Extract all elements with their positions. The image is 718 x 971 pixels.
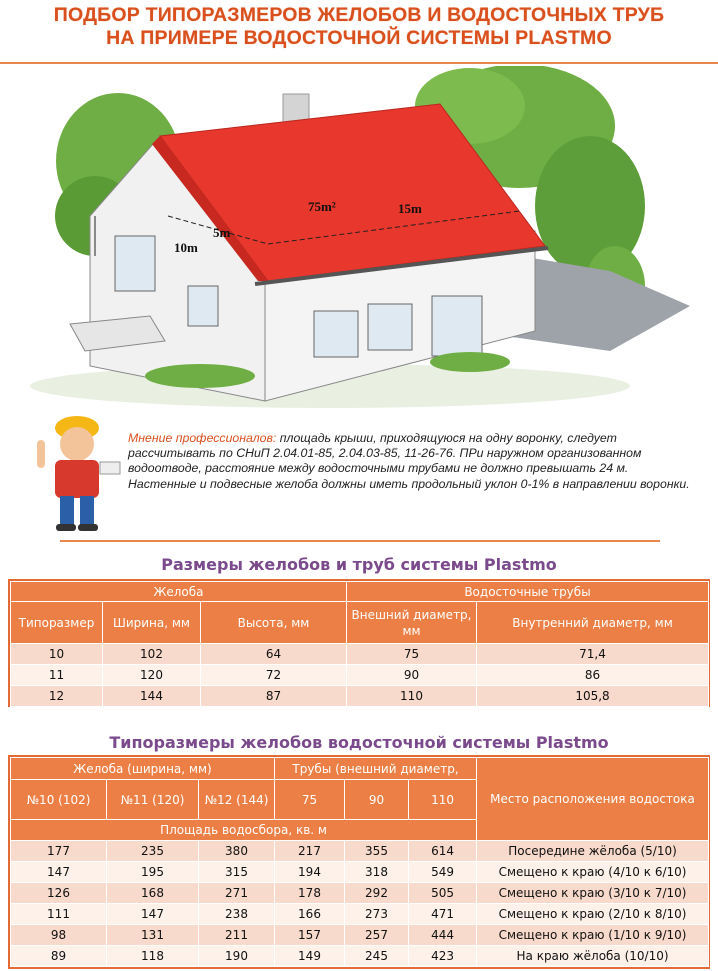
table-cell: 126 — [11, 883, 107, 904]
table-cell: 105,8 — [477, 686, 709, 707]
table2-location-header: Место расположения водостока — [477, 758, 709, 841]
table-cell: 235 — [107, 841, 199, 862]
table-cell: 166 — [275, 904, 345, 925]
table-cell: 110 — [347, 686, 477, 707]
table-cell: 217 — [275, 841, 345, 862]
table-row — [11, 841, 709, 862]
table2-group-pipe: Трубы (внешний диаметр, — [275, 758, 477, 780]
table-cell: Смещено к краю (4/10 к 6/10) — [477, 862, 709, 883]
table-row — [11, 925, 709, 946]
table2-header: №11 (120) — [107, 780, 199, 820]
title-line-1: ПОДБОР ТИПОРАЗМЕРОВ ЖЕЛОБОВ И ВОДОСТОЧНЫХ ТРУБ — [53, 4, 665, 26]
table-row — [11, 644, 709, 665]
table-cell: 118 — [107, 946, 199, 967]
table-cell: 380 — [199, 841, 275, 862]
table-cell: 273 — [345, 904, 409, 925]
table-cell: 292 — [345, 883, 409, 904]
table-cell: 423 — [409, 946, 477, 967]
table1-group-gutter: Желоба — [11, 582, 347, 602]
table-cell: 12 — [11, 686, 103, 707]
table-cell: 195 — [107, 862, 199, 883]
table-cell: 102 — [103, 644, 201, 665]
table-cell: 471 — [409, 904, 477, 925]
table-cell: 89 — [11, 946, 107, 967]
table-cell: 90 — [347, 665, 477, 686]
table1-title: Размеры желобов и труб системы Plastmo — [161, 555, 557, 574]
table-cell: 315 — [199, 862, 275, 883]
note-text: площадь крыши, приходящуюся на одну воронку, следует рассчитывать по СНиП 2.04.01-85, 2.04.03-85, 11-26-76. ПРи наружном организованном водоотводе, расстояние между водосточными трубами не должно превышать 24 м. Настенные и подвесные желоба должны иметь продольный уклон 0-1% в направлении воронки. — [128, 431, 690, 491]
gutter-sizes-table — [10, 581, 709, 707]
table-cell: 11 — [11, 665, 103, 686]
table1-header: Ширина, мм — [103, 602, 201, 644]
table2-title: Типоразмеры желобов водосточной системы Plastmo — [109, 733, 609, 752]
table-cell: 157 — [275, 925, 345, 946]
table-cell: 147 — [107, 904, 199, 925]
table-cell: 147 — [11, 862, 107, 883]
table-cell: 87 — [201, 686, 347, 707]
table-cell: 614 — [409, 841, 477, 862]
table-cell: Смещено к краю (2/10 к 8/10) — [477, 904, 709, 925]
table-row — [11, 862, 709, 883]
table-cell: 64 — [201, 644, 347, 665]
table-cell: 144 — [103, 686, 201, 707]
table-cell: 86 — [477, 665, 709, 686]
table1-group-pipe: Водосточные трубы — [347, 582, 709, 602]
table-cell: 131 — [107, 925, 199, 946]
table-cell: Смещено к краю (3/10 к 7/10) — [477, 883, 709, 904]
table-cell: 75 — [347, 644, 477, 665]
height-label: 10m — [174, 240, 198, 255]
table-cell: 549 — [409, 862, 477, 883]
table1-header: Внешний диаметр, мм — [347, 602, 477, 644]
table2-header: 75 — [275, 780, 345, 820]
builder-mascot — [22, 410, 132, 535]
page-title — [0, 4, 718, 50]
table-cell: 71,4 — [477, 644, 709, 665]
table-cell: 72 — [201, 665, 347, 686]
note-divider — [60, 540, 660, 542]
table2-group-gutter: Желоба (ширина, мм) — [11, 758, 275, 780]
table-cell: 10 — [11, 644, 103, 665]
table-cell: 178 — [275, 883, 345, 904]
table-cell: Смещено к краю (1/10 к 9/10) — [477, 925, 709, 946]
table-cell: 120 — [103, 665, 201, 686]
table1-header: Внутренний диаметр, мм — [477, 602, 709, 644]
table-cell: 318 — [345, 862, 409, 883]
table-cell: 149 — [275, 946, 345, 967]
length-label: 15m — [398, 201, 422, 216]
table-cell: 211 — [199, 925, 275, 946]
house-drawing — [0, 66, 718, 408]
expert-note — [128, 431, 700, 492]
table2-header: №12 (144) — [199, 780, 275, 820]
table-cell: 444 — [409, 925, 477, 946]
table2-header: №10 (102) — [11, 780, 107, 820]
drainage-area-table — [10, 757, 709, 967]
table-row — [11, 665, 709, 686]
table1-header: Типоразмер — [11, 602, 103, 644]
table-cell: 194 — [275, 862, 345, 883]
title-line-2: НА ПРИМЕРЕ ВОДОСТОЧНОЙ СИСТЕМЫ PLASTMO — [106, 27, 612, 49]
width-label: 5m — [213, 225, 231, 240]
area-label: 75m² — [308, 199, 336, 214]
table-cell: На краю жёлоба (10/10) — [477, 946, 709, 967]
house-illustration — [0, 66, 718, 408]
table-cell: 505 — [409, 883, 477, 904]
expert-note-section — [0, 410, 718, 535]
table2-header: 90 — [345, 780, 409, 820]
table-row — [11, 686, 709, 707]
table-cell: 238 — [199, 904, 275, 925]
table-cell: 190 — [199, 946, 275, 967]
table-row — [11, 883, 709, 904]
table-cell: 98 — [11, 925, 107, 946]
table-cell: 355 — [345, 841, 409, 862]
table-row — [11, 946, 709, 967]
note-lead: Мнение профессионалов: — [128, 431, 277, 445]
table-cell: 168 — [107, 883, 199, 904]
table-cell: 177 — [11, 841, 107, 862]
table-cell: 271 — [199, 883, 275, 904]
title-divider — [0, 62, 718, 64]
table-row — [11, 904, 709, 925]
table-cell: 111 — [11, 904, 107, 925]
table-cell: Посередине жёлоба (5/10) — [477, 841, 709, 862]
table2-header: 110 — [409, 780, 477, 820]
table-cell: 257 — [345, 925, 409, 946]
table1-header: Высота, мм — [201, 602, 347, 644]
table2-area-header: Площадь водосбора, кв. м — [11, 820, 477, 841]
table-cell: 245 — [345, 946, 409, 967]
